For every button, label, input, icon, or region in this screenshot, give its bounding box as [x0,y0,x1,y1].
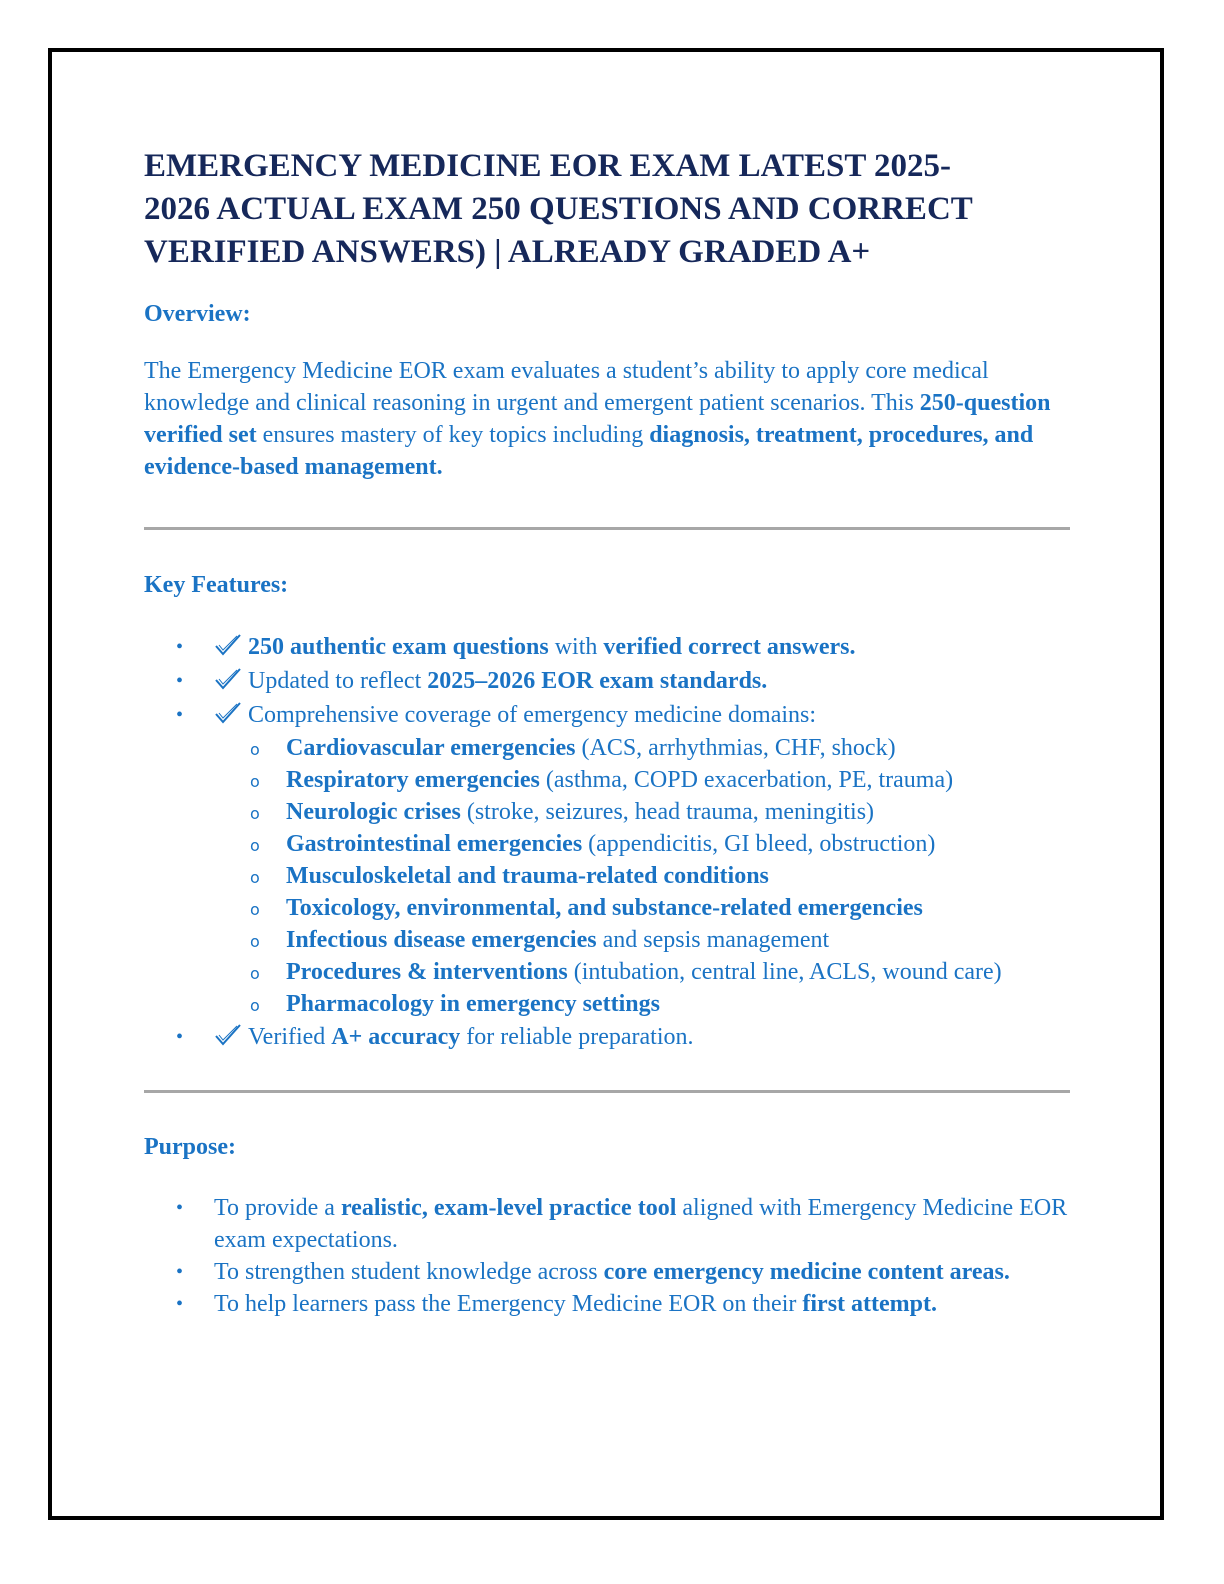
sub-item-bold: Neurologic crises [286,799,461,825]
sub-bullet-icon: o [250,932,260,951]
bullet-icon: • [176,1026,184,1048]
overview-bold-2: diagnosis, treatment, procedures, and evidence-based management. [144,422,1034,480]
check-mark-icon [214,667,242,691]
sub-bullet-icon: o [250,740,260,759]
sub-list-item [144,988,1084,1020]
feature-4-bold-1: A+ accuracy [331,1024,461,1050]
feature-2-text-1: Updated to reflect [248,668,428,694]
sub-item-bold: Infectious disease emergencies [286,927,597,953]
sub-item-text: (appendicitis, GI bleed, obstruction) [582,831,936,857]
sub-list-item [144,924,1084,956]
sub-bullet-icon: o [250,804,260,823]
sub-list-item [144,956,1084,988]
feature-2-bold-1: 2025–2026 EOR exam standards. [427,668,768,694]
title-line-2: 2026 ACTUAL EXAM 250 QUESTIONS AND CORRECT [144,191,973,227]
overview-heading: Overview: [144,301,251,327]
document-title [144,145,1084,274]
sub-item-bold: Musculoskeletal and trauma-related conditions [286,863,769,889]
sub-list-item [144,828,1084,860]
purpose-3-bold-1: first attempt. [802,1291,937,1317]
feature-3-text-1: Comprehensive coverage of emergency medicine domains: [248,702,817,728]
bullet-icon: • [176,636,184,658]
purpose-heading: Purpose: [144,1134,236,1160]
bullet-icon: • [176,1293,184,1315]
title-line-3: VERIFIED ANSWERS) | ALREADY GRADED A+ [144,234,871,270]
sub-bullet-icon: o [250,964,260,983]
sub-item-text: (ACS, arrhythmias, CHF, shock) [575,735,896,761]
sub-bullet-icon: o [250,900,260,919]
domains-sub-list [214,732,1084,1020]
overview-bold-1: 250-question verified set [144,390,1051,448]
sub-item-bold: Toxicology, environmental, and substance-related emergencies [286,895,923,921]
purpose-2-bold-1: core emergency medicine content areas. [603,1259,1010,1285]
bullet-icon: • [176,1261,184,1283]
sub-item-text: (asthma, COPD exacerbation, PE, trauma) [539,767,954,793]
sub-bullet-icon: o [250,772,260,791]
sub-bullet-icon: o [250,868,260,887]
sub-item-bold: Gastrointestinal emergencies [286,831,583,857]
bullet-icon: • [176,670,184,692]
purpose-list [144,1192,1084,1320]
sub-list-item [144,796,1084,828]
feature-1-text-1: with [548,634,604,660]
document-body [144,145,1084,1320]
sub-item-text: (stroke, seizures, head trauma, meningitis) [460,799,875,825]
title-line-1: EMERGENCY MEDICINE EOR EXAM LATEST 2025- [144,148,952,184]
sub-bullet-icon: o [250,836,260,855]
sub-item-bold: Cardiovascular emergencies [286,735,576,761]
feature-4-text-2: for reliable preparation. [460,1024,694,1050]
sub-list-item [144,732,1084,764]
check-mark-icon [214,1023,242,1047]
sub-item-text: (intubation, central line, ACLS, wound care) [567,959,1002,985]
sub-list-item [144,892,1084,924]
sub-item-text: and sepsis management [596,927,830,953]
sub-list-item [144,860,1084,892]
purpose-1-text-1: To provide a [214,1195,341,1221]
feature-1-bold-1: 250 authentic exam questions [248,634,549,660]
purpose-3-text-1: To help learners pass the Emergency Medicine EOR on their [214,1291,803,1317]
key-features-list [144,630,1084,1054]
bullet-icon: • [176,1197,184,1219]
purpose-1-bold-1: realistic, exam-level practice tool [340,1195,677,1221]
sub-item-bold: Respiratory emergencies [286,767,540,793]
sub-item-bold: Procedures & interventions [286,959,568,985]
list-item [144,1256,1084,1288]
list-item [144,1288,1084,1320]
list-item [144,1192,1084,1256]
list-item [144,664,1084,698]
sub-item-bold: Pharmacology in emergency settings [286,991,660,1017]
list-item [144,698,1084,1020]
purpose-1-text-2: aligned with Emergency Medicine EOR exam expectations. [214,1195,1068,1253]
key-features-heading: Key Features: [144,572,289,598]
sub-bullet-icon: o [250,996,260,1015]
overview-paragraph [144,355,1084,483]
horizontal-divider [144,1090,1070,1093]
overview-text-2: ensures mastery of key topics including [256,422,650,448]
list-item [144,630,1084,664]
feature-4-text-1: Verified [248,1024,332,1050]
horizontal-divider [144,527,1070,530]
sub-list-item [144,764,1084,796]
overview-text-1: The Emergency Medicine EOR exam evaluates a student’s ability to apply core medical knowledge and clinical reasoning in urgent and emergent patient scenarios. This [144,358,989,416]
check-mark-icon [214,701,242,725]
list-item [144,1020,1084,1054]
check-mark-icon [214,633,242,657]
bullet-icon: • [176,704,184,726]
purpose-2-text-1: To strengthen student knowledge across [214,1259,604,1285]
feature-1-bold-2: verified correct answers. [603,634,856,660]
